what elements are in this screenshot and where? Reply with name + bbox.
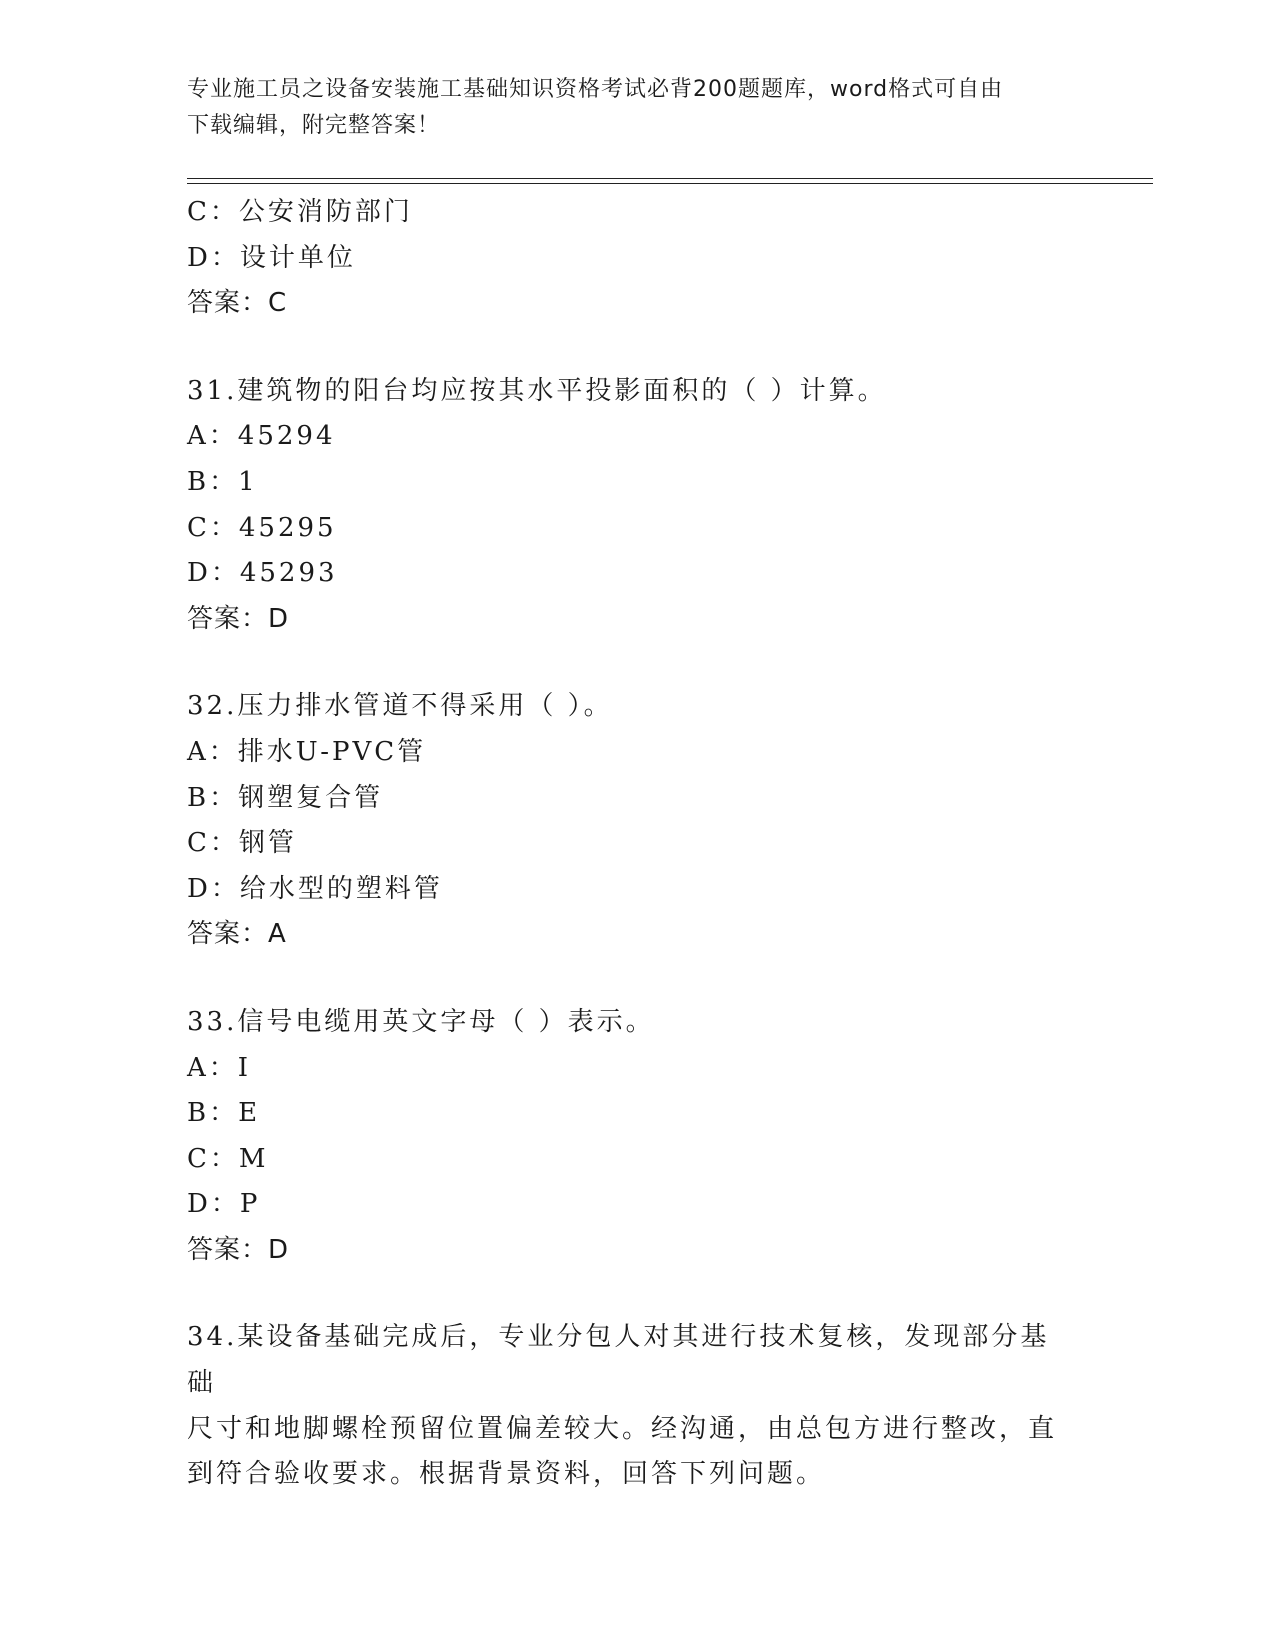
question-text: 33.信号电缆用英文字母（ ）表示。 (187, 1006, 655, 1037)
answer: 答案：D (187, 1234, 290, 1265)
header-line-2: 下载编辑，附完整答案！ (187, 113, 441, 138)
question-34 (187, 1315, 1077, 1497)
header-line-1: 专业施工员之设备安装施工基础知识资格考试必背200题题库，word格式可自由 (187, 77, 1004, 102)
answer: 答案：C (187, 288, 288, 319)
option-d: D：P (187, 1189, 261, 1220)
option-b: B：1 (187, 466, 258, 497)
option-a: A：45294 (187, 421, 336, 452)
option-a: A：排水U-PVC管 (187, 736, 427, 767)
option-d: D：给水型的塑料管 (187, 873, 443, 904)
option-c: C：钢管 (187, 828, 297, 859)
option-c: C：45295 (187, 512, 337, 543)
question-text: 32.压力排水管道不得采用（ ）。 (187, 691, 613, 722)
question-31 (187, 369, 1087, 643)
question-text-line-1: 34.某设备基础完成后，专业分包人对其进行技术复核，发现部分基础 (187, 1322, 1050, 1399)
option-b: B：E (187, 1098, 261, 1129)
question-text-line-3: 到符合验收要求。根据背景资料，回答下列问题。 (187, 1459, 826, 1490)
option-c: C：M (187, 1143, 269, 1174)
option-d: D：45293 (187, 558, 338, 589)
option-c: C：公安消防部门 (187, 197, 413, 227)
question-text-line-2: 尺寸和地脚螺栓预留位置偏差较大。经沟通，由总包方进行整改，直 (187, 1413, 1058, 1444)
header-rule-bottom (187, 183, 1153, 184)
answer: 答案：D (187, 603, 290, 634)
header-rule-top (187, 178, 1153, 179)
question-32 (187, 684, 1087, 958)
document-header (187, 72, 1067, 144)
answer: 答案：A (187, 919, 287, 950)
option-d: D：设计单位 (187, 242, 356, 273)
option-b: B：钢塑复合管 (187, 782, 384, 813)
question-33 (187, 1000, 1087, 1274)
question-text: 31.建筑物的阳台均应按其水平投影面积的（ ）计算。 (187, 375, 887, 406)
document-body (187, 190, 1087, 1498)
question-30-continued (187, 190, 1087, 327)
option-a: A：I (187, 1052, 252, 1083)
